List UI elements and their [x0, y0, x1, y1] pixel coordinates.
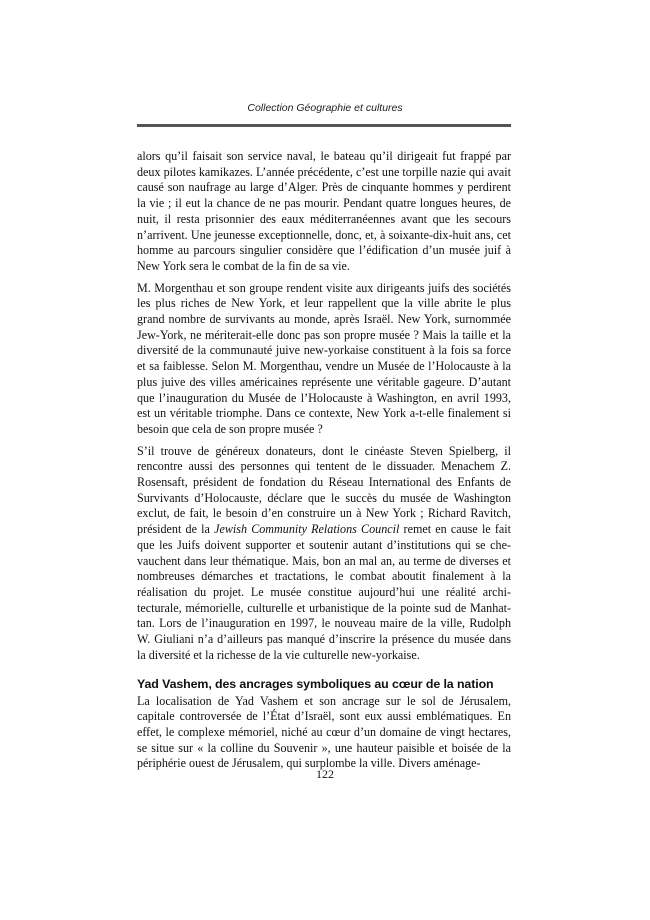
paragraph-3 — [137, 444, 511, 664]
main-text — [137, 149, 511, 778]
section-heading: Yad Vashem, des ancrages symboliques au cœur de la nation — [137, 676, 494, 691]
organization-name: Jewish Community Relations Council — [214, 522, 400, 537]
paragraph-1: alors qu’il faisait son service naval, le bateau qu’il dirigeait fut frappé par deux pilotes kamikazes. L’année précédente, c’est une torpille nazie qui avait causé son naufrage au large d’Alger. Près de cinquante hommes y perdirent la vie ; il eut la chance de ne pas mourir. Pendant quatre longues heures, de nuit, il resta prisonnier des eaux méditerranéennes avant que les secours n’arrivent. Une jeunesse exceptionnelle, donc, et, à soixante-dix-huit ans, cet homme au parcours singulier considère que l’édification d’un musée juif à New York sera le combat de la fin de sa vie. — [137, 149, 511, 273]
running-header: Collection Géographie et cultures — [247, 102, 403, 114]
paragraph-2: M. Morgenthau et son groupe rendent visite aux dirigeants juifs des sociétés les plus riches de New York, et leur rappellent que la ville abrite le plus grand nombre de survivants au monde, après Israël. New York, surnommée Jew-York, ne mériterait-elle donc pas son propre musée ? Mais la taille et la diversité de la communauté juive new-yorkaise constituent à la fois sa force et sa faiblesse. Selon M. Morgenthau, vendre un Musée de l’Holocauste à la plus juive des villes américaines représente une véritable gageure. D’autant que l’inauguration du Musée de l’Holocauste à Washington, en avril 1993, est un véritable triomphe. Dans ce contexte, New York a-t-elle finalement si besoin que cela de son propre musée ? — [137, 280, 511, 436]
paragraph-3-text-a: S’il trouve de généreux donateurs, dont le cinéaste Steven Spielberg, il rencontre aussi des personnes qui tentent de le dissuader. Menachem Z. Rosensaft, président de fondation du Réseau International des Enfants de Survivants d’Holocauste, déclare que le succès du musée de Washington exclut, de fait, le besoin d’en construire un à New York ; Richard Ravitch, président de la — [137, 443, 511, 537]
paragraph-4: La localisation de Yad Vashem et son ancrage sur le sol de Jérusalem, capitale controversée de l’État d’Israël, sont eux aussi emblématiques. En effet, le complexe mémoriel, niché au cœur d’un domaine de vingt hectares, se situe sur « la colline du Souvenir », une hauteur paisible et boisée de la périphérie ouest de Jérusalem, qui surplombe la ville. Divers aménage- — [137, 693, 511, 771]
paragraph-3-text-b: remet en cause le fait que les Juifs doivent supporter et soutenir autant d’institutions qui se chevauchent dans leur thématique. Mais, bon an mal an, au terme de diverses et nombreuses démarches et tractations, le combat aboutit finalement à la réalisation du projet. Le musée constitue aujourd’hui une réalité architecturale, mémorielle, culturelle et urbanistique de la pointe sud de Manhattan. Lors de l’inauguration en 1997, le nouveau maire de la ville, Rudolph W. Giuliani n’a d’ailleurs pas manqué d’inscrire la présence du musée dans la diversité et la richesse de la vie culturelle new-yorkaise. — [137, 522, 511, 662]
page-number: 122 — [316, 767, 334, 781]
header-rule — [137, 124, 511, 127]
